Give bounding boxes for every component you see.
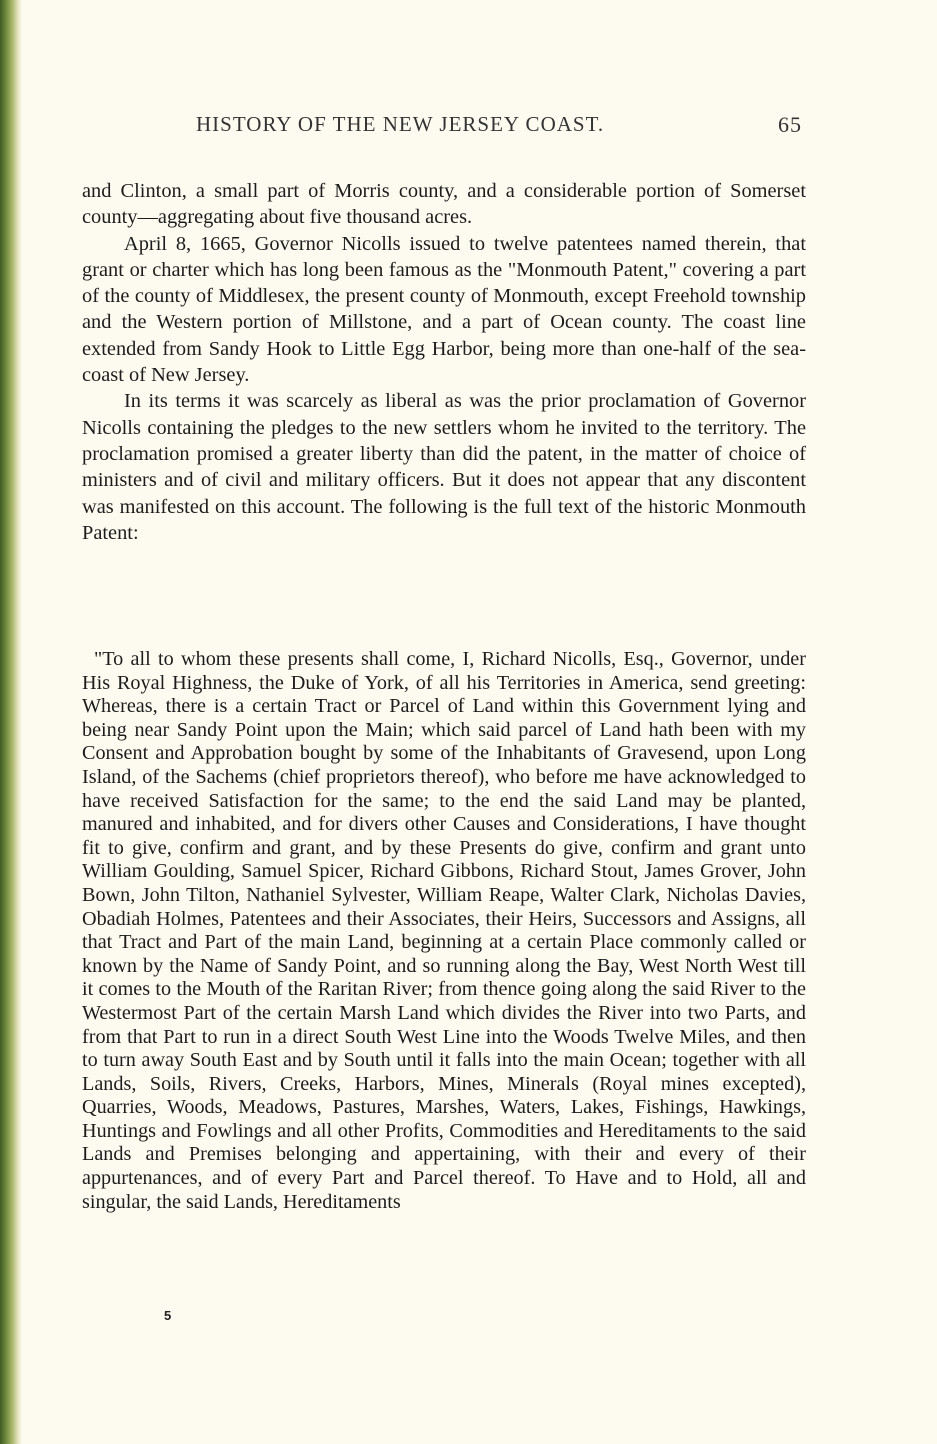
patent-quotation: [82, 648, 806, 1214]
signature-mark: 5: [164, 1308, 172, 1323]
book-spine-edge: [0, 0, 22, 1444]
paragraph-1: and Clinton, a small part of Morris county, and a considerable portion of Somerset county—aggregating about five thousand acres.: [82, 180, 806, 229]
page-number: 65: [778, 112, 802, 137]
paragraph-3: In its terms it was scarcely as liberal as was the prior proclamation of Governor Nicolls containing the pledges to the new settlers whom he invited to the territory. The proclamation promised a greater liberty than did the patent, in the matter of choice of ministers and of civil and military officers. But it does not appear that any discontent was manifested on this account. The following is the full text of the historic Monmouth Patent:: [82, 390, 806, 544]
patent-text: "To all to whom these presents shall come, I, Richard Nicolls, Esq., Governor, under His Royal Highness, the Duke of York, of all his Territories in America, send greeting: Whereas, there is a certain Tract or Parcel of Land within this Government lying and being near Sandy Point upon the Main; which said parcel of Land hath been with my Consent and Approbation bought by some of the Inhabitants of Gravesend, upon Long Island, of the Sachems (chief proprietors thereof), who before me have acknowledged to have received Satisfaction for the same; to the end the said Land may be planted, manured and inhabited, and for divers other Causes and Considerations, I have thought fit to give, confirm and grant, and by these Presents do give, confirm and grant unto William Goulding, Samuel Spicer, Richard Gibbons, Richard Stout, James Grover, John Bown, John Tilton, Nathaniel Sylvester, William Reape, Walter Clark, Nicholas Davies, Obadiah Holmes, Patentees and their Associates, their Heirs, Successors and Assigns, all that Tract and Part of the main Land, beginning at a certain Place commonly called or known by the Name of Sandy Point, and so running along the Bay, West North West till it comes to the Mouth of the Raritan River; from thence going along the said River to the Westermost Part of the certain Marsh Land which divides the River into two Parts, and from that Part to run in a direct South West Line into the Woods Twelve Miles, and then to turn away South East and by South until it falls into the main Ocean; together with all Lands, Soils, Rivers, Creeks, Harbors, Mines, Minerals (Royal mines excepted), Quarries, Woods, Meadows, Pastures, Marshes, Waters, Lakes, Fishings, Hawkings, Huntings and Fowlings and all other Profits, Commodities and Hereditaments to the said Lands and Premises belonging and appertaining, with their and every of their appurtenances, and of every Part and Parcel thereof. To Have and to Hold, all and singular, the said Lands, Hereditaments: [82, 648, 806, 1213]
paragraph-2: April 8, 1665, Governor Nicolls issued to twelve patentees named therein, that grant or charter which has long been famous as the "Monmouth Patent," covering a part of the county of Middlesex, the present county of Monmouth, except Freehold township and the Western portion of Millstone, and a part of Ocean county. The coast line extended from Sandy Hook to Little Egg Harbor, being more than one-half of the sea-coast of New Jersey.: [82, 232, 806, 387]
running-title: HISTORY OF THE NEW JERSEY COAST.: [196, 112, 605, 136]
body-text: [82, 178, 806, 546]
